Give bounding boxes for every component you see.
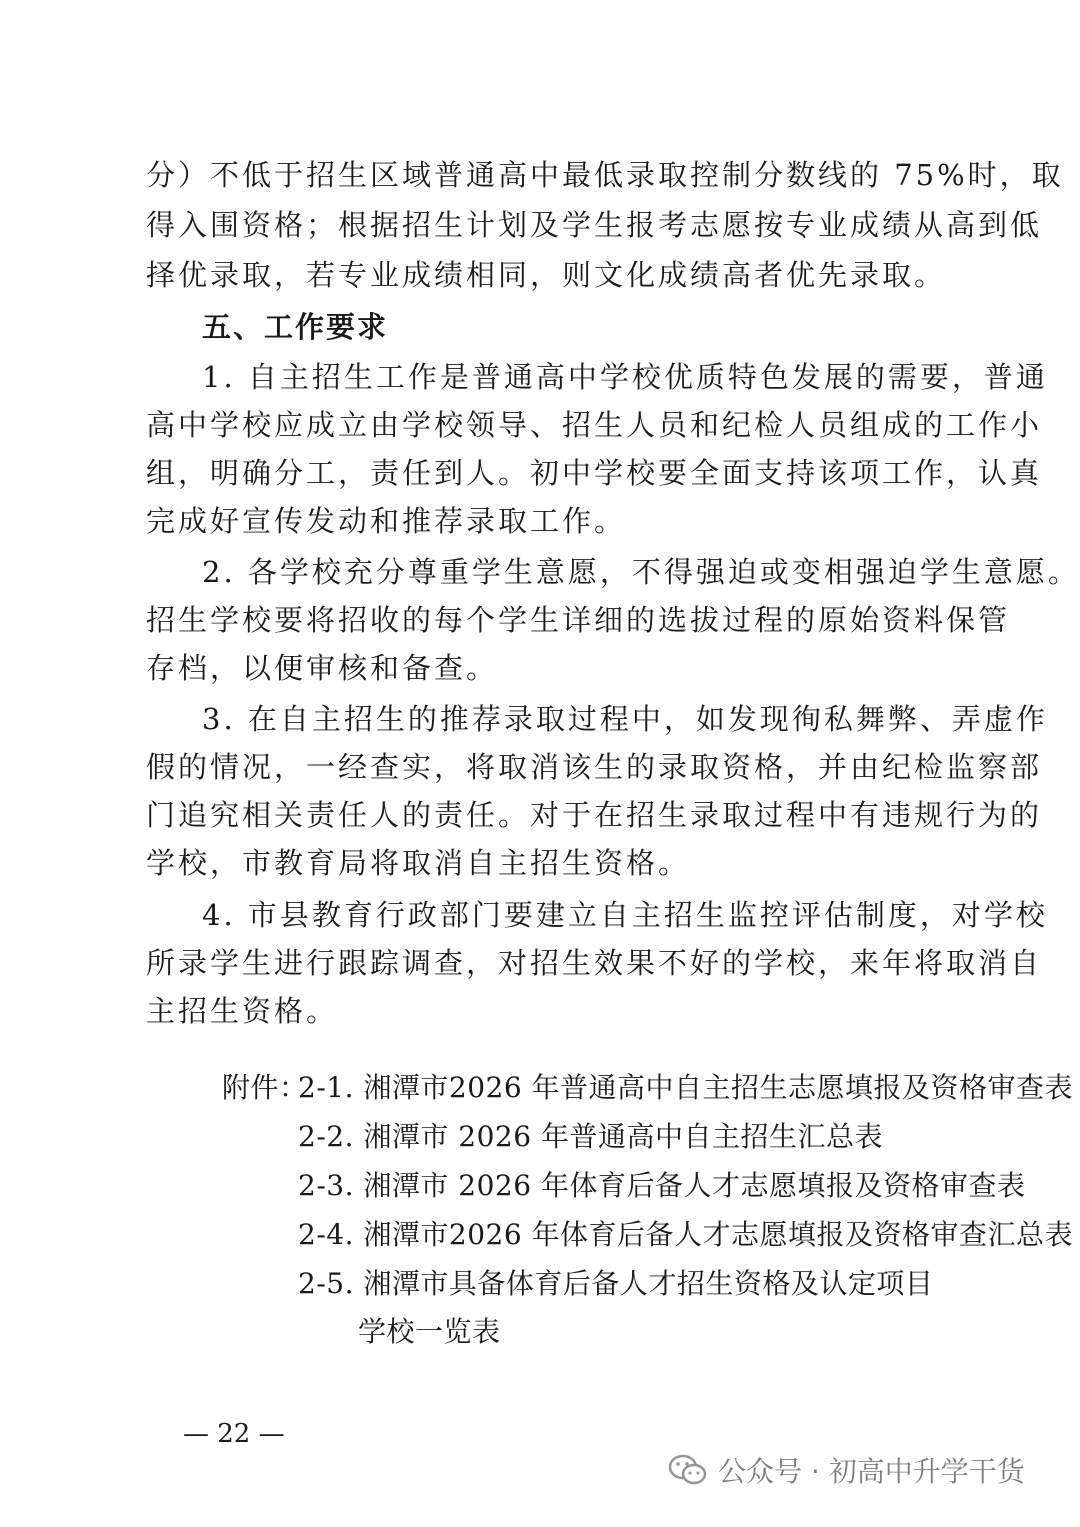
item-3-line: 学校，市教育局将取消自主招生资格。 bbox=[146, 846, 691, 880]
item-4-line: 所录学生进行跟踪调查，对招生效果不好的学校，来年将取消自 bbox=[146, 946, 1043, 980]
item-3-first-line: 3. 在自主招生的推荐录取过程中，如发现徇私舞弊、弄虚作 bbox=[202, 702, 1048, 736]
body-line: 得入围资格；根据招生计划及学生报考志愿按专业成绩从高到低 bbox=[146, 208, 1043, 242]
attachment-item: 2-5. 湘潭市具备体育后备人才招生资格及认定项目 bbox=[298, 1267, 934, 1300]
wechat-icon bbox=[668, 1453, 708, 1487]
item-2-line: 存档，以便审核和备查。 bbox=[146, 651, 499, 685]
item-1-line: 组，明确分工，责任到人。初中学校要全面支持该项工作，认真 bbox=[146, 456, 1043, 490]
attachment-item: 2-2. 湘潭市 2026 年普通高中自主招生汇总表 bbox=[298, 1120, 883, 1153]
attachment-item-continuation: 学校一览表 bbox=[358, 1315, 501, 1348]
body-line: 分）不低于招生区域普通高中最低录取控制分数线的 75%时，取 bbox=[146, 158, 1064, 192]
attachment-item: 2-1. 湘潭市2026 年普通高中自主招生志愿填报及资格审查表 bbox=[298, 1071, 1074, 1104]
body-line: 择优录取，若专业成绩相同，则文化成绩高者优先录取。 bbox=[146, 258, 947, 292]
item-4-line: 主招生资格。 bbox=[146, 994, 339, 1028]
attachments-label: 附件： bbox=[222, 1071, 308, 1104]
item-1-line: 高中学校应成立由学校领导、招生人员和纪检人员组成的工作小 bbox=[146, 408, 1043, 442]
item-1-line: 完成好宣传发动和推荐录取工作。 bbox=[146, 504, 627, 538]
item-2-line: 招生学校要将招收的每个学生详细的选拔过程的原始资料保管 bbox=[146, 603, 1011, 637]
attachment-item: 2-3. 湘潭市 2026 年体育后备人才志愿填报及资格审查表 bbox=[298, 1169, 1026, 1202]
attachment-item: 2-4. 湘潭市2026 年体育后备人才志愿填报及资格审查汇总表 bbox=[298, 1218, 1074, 1251]
item-3-line: 门追究相关责任人的责任。对于在招生录取过程中有违规行为的 bbox=[146, 798, 1043, 832]
watermark bbox=[668, 1448, 1025, 1492]
item-2-first-line: 2. 各学校充分尊重学生意愿，不得强迫或变相强迫学生意愿。 bbox=[202, 555, 1080, 589]
section-heading: 五、工作要求 bbox=[202, 310, 389, 344]
item-3-line: 假的情况，一经查实，将取消该生的录取资格，并由纪检监察部 bbox=[146, 750, 1043, 784]
item-1-first-line: 1. 自主招生工作是普通高中学校优质特色发展的需要，普通 bbox=[202, 360, 1048, 394]
item-4-first-line: 4. 市县教育行政部门要建立自主招生监控评估制度，对学校 bbox=[202, 898, 1048, 932]
page-number: — 22 — bbox=[183, 1419, 285, 1449]
watermark-text: 公众号 · 初高中升学干货 bbox=[718, 1455, 1025, 1488]
